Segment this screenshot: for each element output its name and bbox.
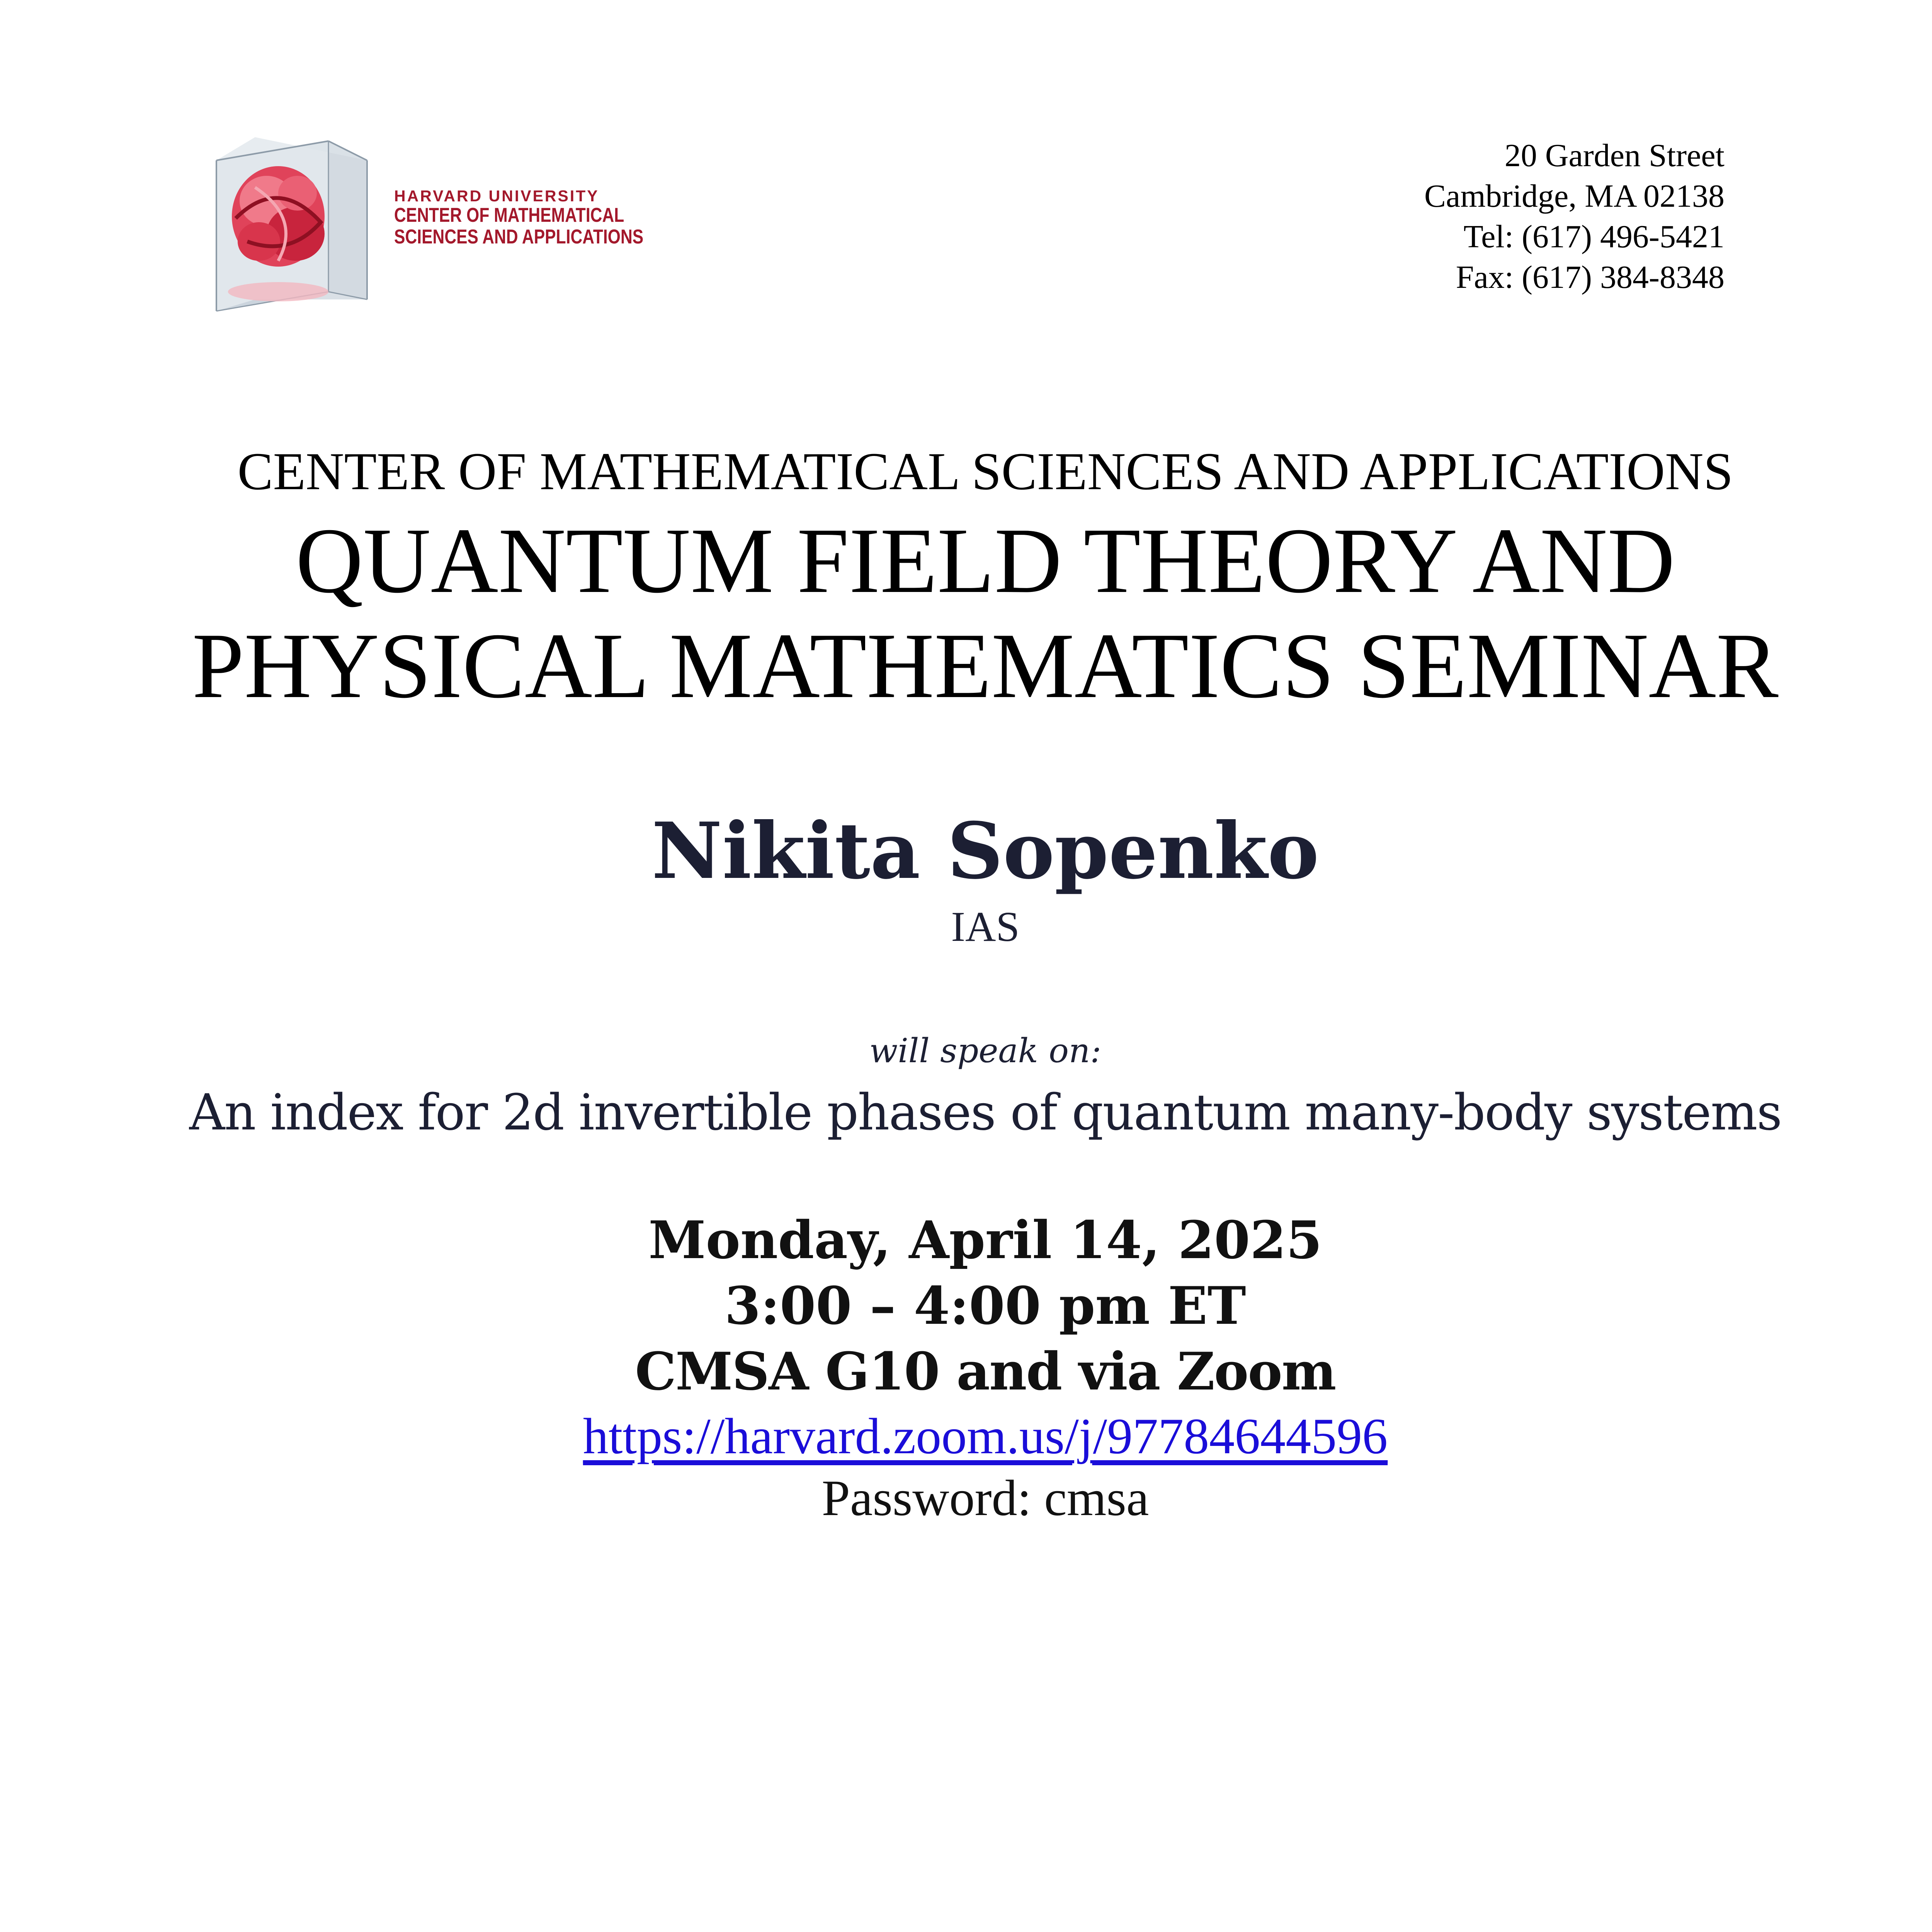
- address-block: [1424, 135, 1725, 298]
- speaker-name: Nikita Sopenko: [651, 806, 1319, 896]
- zoom-password: Password: cmsa: [821, 1469, 1149, 1526]
- seminar-title-line2: PHYSICAL MATHEMATICS SEMINAR: [192, 614, 1779, 718]
- address-tel: Tel: (617) 496-5421: [1463, 219, 1725, 255]
- zoom-link[interactable]: [0, 1406, 1932, 1466]
- organization-heading: CENTER OF MATHEMATICAL SCIENCES AND APPLICATIONS: [237, 442, 1733, 501]
- logo-line-university: HARVARD UNIVERSITY: [394, 187, 599, 205]
- seminar-title: [0, 508, 1932, 718]
- address-city: Cambridge, MA 02138: [1424, 178, 1725, 214]
- seminar-title-line1: QUANTUM FIELD THEORY AND: [296, 509, 1675, 612]
- event-date: Monday, April 14, 2025: [648, 1209, 1322, 1270]
- logo-line-sciences: SCIENCES AND APPLICATIONS: [394, 226, 644, 248]
- event-location: CMSA G10 and via Zoom: [635, 1341, 1336, 1402]
- address-fax: Fax: (617) 384-8348: [1456, 259, 1725, 295]
- cube-knot-icon: [201, 129, 379, 319]
- speaker-affiliation: IAS: [951, 903, 1020, 950]
- talk-title: An index for 2d invertible phases of quantum many-body systems: [189, 1084, 1782, 1141]
- logo-text: [394, 187, 698, 248]
- will-speak-on: will speak on:: [869, 1032, 1102, 1070]
- event-time: 3:00 – 4:00 pm ET: [724, 1275, 1246, 1336]
- zoom-link-anchor[interactable]: https://harvard.zoom.us/j/97784644596: [583, 1408, 1388, 1464]
- cmsa-logo: [201, 129, 649, 323]
- address-street: 20 Garden Street: [1504, 138, 1725, 173]
- logo-line-center: CENTER OF MATHEMATICAL: [394, 204, 624, 227]
